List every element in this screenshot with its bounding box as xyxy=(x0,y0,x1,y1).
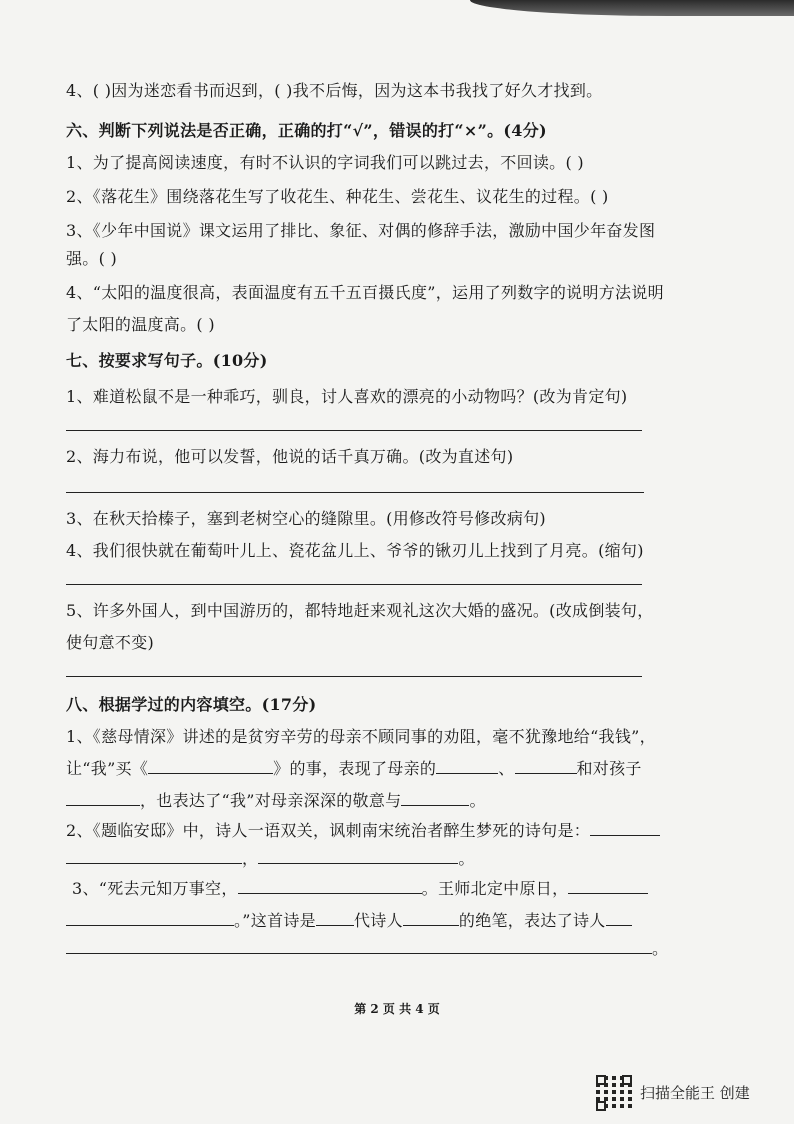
answer-line[interactable] xyxy=(66,430,642,431)
section-6-item-4-cont: 了太阳的温度高。( ) xyxy=(66,315,215,334)
fill-blank[interactable] xyxy=(403,909,459,926)
fill-blank[interactable] xyxy=(258,847,458,864)
text: 的绝笔，表达了诗人 xyxy=(458,911,606,930)
section-6-item-4: 4、“太阳的温度很高，表面温度有五千五百摄氏度”，运用了列数字的说明方法说明 xyxy=(66,283,664,302)
text: 、 xyxy=(498,759,515,778)
section-7-item-3: 3、在秋天拾榛子，塞到老树空心的缝隙里。(用修改符号修改病句) xyxy=(66,509,546,528)
section-7-item-1: 1、难道松鼠不是一种乖巧，驯良，讨人喜欢的漂亮的小动物吗？(改为肯定句) xyxy=(66,387,628,406)
fill-blank[interactable] xyxy=(66,937,652,954)
scanner-watermark: 扫描全能王 创建 xyxy=(640,1084,750,1102)
section-8-q2-line2 xyxy=(66,846,475,869)
text: 。 xyxy=(652,939,669,958)
scan-shadow xyxy=(470,0,794,16)
question-4-text: 4、( )因为迷恋看书而迟到，( )我不后悔，因为这本书我找了好久才找到。 xyxy=(66,81,603,100)
section-8-q3-line1 xyxy=(72,876,648,899)
section-8-q1-line1: 1、《慈母情深》讲述的是贫穷辛劳的母亲不顾同事的劝阻，毫不犹豫地给“我钱”， xyxy=(66,727,656,746)
answer-line[interactable] xyxy=(66,676,642,677)
text: ， xyxy=(242,849,259,868)
fill-blank[interactable] xyxy=(568,877,648,894)
section-7-item-4: 4、我们很快就在葡萄叶儿上、瓷花盆儿上、爷爷的锹刃儿上找到了月亮。(缩句) xyxy=(66,541,644,560)
text: 3、“死去元知万事空， xyxy=(72,879,238,898)
page-number: 第 2 页 共 4 页 xyxy=(354,1002,440,1016)
text: 让“我”买《 xyxy=(66,759,149,778)
section-7-item-2: 2、海力布说，他可以发誓，他说的话千真万确。(改为直述句) xyxy=(66,447,514,466)
text: 。 xyxy=(458,849,475,868)
fill-blank[interactable] xyxy=(590,819,660,836)
section-8-q2-line1 xyxy=(66,818,660,841)
fill-blank[interactable] xyxy=(66,789,140,806)
text: 和对孩子 xyxy=(576,759,642,778)
text: 代诗人 xyxy=(353,911,403,930)
fill-blank[interactable] xyxy=(238,877,422,894)
section-6-item-2: 2、《落花生》围绕落花生写了收花生、种花生、尝花生、议花生的过程。( ) xyxy=(66,187,609,206)
section-6-title: 六、判断下列说法是否正确，正确的打“√”，错误的打“×”。(4分) xyxy=(66,121,547,140)
text: 2、《题临安邸》中，诗人一语双关，讽刺南宋统治者醉生梦死的诗句是： xyxy=(66,821,591,840)
section-6-item-3-cont: 强。( ) xyxy=(66,249,118,268)
section-7-item-5: 5、许多外国人，到中国游历的，都特地赶来观礼这次大婚的盛况。(改成倒装句， xyxy=(66,601,654,620)
section-7-item-5-cont: 使句意不变) xyxy=(66,633,155,652)
fill-blank[interactable] xyxy=(515,757,577,774)
section-8-q3-line3 xyxy=(66,936,668,959)
fill-blank[interactable] xyxy=(66,909,234,926)
section-6-item-3: 3、《少年中国说》课文运用了排比、象征、对偶的修辞手法，激励中国少年奋发图 xyxy=(66,221,656,240)
fill-blank[interactable] xyxy=(401,789,469,806)
section-8-q3-line2 xyxy=(66,908,632,931)
fill-blank[interactable] xyxy=(316,909,354,926)
fill-blank[interactable] xyxy=(148,757,273,774)
section-7-title: 七、按要求写句子。(10分) xyxy=(66,351,268,370)
fill-blank[interactable] xyxy=(66,847,242,864)
text: 。”这首诗是 xyxy=(234,911,316,930)
text: 。 xyxy=(469,791,486,810)
section-8-title: 八、根据学过的内容填空。(17分) xyxy=(66,695,317,714)
fill-blank[interactable] xyxy=(606,909,632,926)
fill-blank[interactable] xyxy=(436,757,498,774)
qr-code-icon xyxy=(596,1075,632,1111)
section-6-item-1: 1、为了提高阅读速度，有时不认识的字词我们可以跳过去，不回读。( ) xyxy=(66,153,584,172)
answer-line[interactable] xyxy=(66,584,642,585)
text: 》的事，表现了母亲的 xyxy=(273,759,437,778)
answer-line[interactable] xyxy=(66,492,644,493)
section-8-q1-line3 xyxy=(66,788,486,811)
text: ，也表达了“我”对母亲深深的敬意与 xyxy=(140,791,402,810)
section-8-q1-line2 xyxy=(66,756,642,779)
text: 。王师北定中原日， xyxy=(421,879,569,898)
